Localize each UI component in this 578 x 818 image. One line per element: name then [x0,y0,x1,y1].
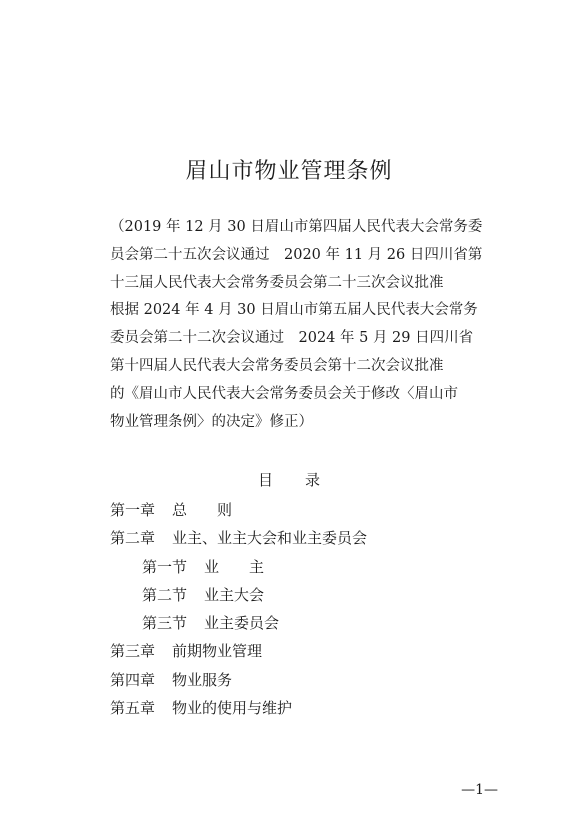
toc-section-3 [110,609,490,637]
toc-heading [0,470,578,490]
toc-number: 第三节 [142,614,188,633]
toc-section-1 [110,553,490,581]
adoption-note [110,214,490,436]
note-line: （2019 年 12 月 30 日眉山市第四届人民代表大会常务委 [110,219,483,235]
toc-chapter-4 [110,666,490,694]
toc-label: 物业的使用与维护 [172,699,293,718]
note-line: 十三届人民代表大会常务委员会第二十三次会议批准 [110,274,444,291]
toc-label: 物业服务 [172,670,233,689]
page-title: 眉山市物业管理条例 [185,159,393,184]
toc-label: 业主、业主大会和业主委员会 [172,529,368,548]
toc-heading-left: 目 [257,471,273,489]
table-of-contents [110,496,490,722]
toc-number: 第三章 [110,642,156,661]
note-line: 根据 2024 年 4 月 30 日眉山市第五届人民代表大会常务 [110,302,478,319]
toc-chapter-1 [110,496,490,524]
toc-chapter-2 [110,524,490,552]
toc-label: 前期物业管理 [172,642,263,661]
toc-number: 第五章 [110,699,156,718]
toc-number: 第一节 [142,557,188,576]
note-line: 的《眉山市人民代表大会常务委员会关于修改〈眉山市 [110,385,458,402]
note-line: 物业管理条例〉的决定》修正） [110,413,313,430]
toc-heading-right: 录 [305,471,321,489]
toc-label: 业主大会 [204,585,265,604]
toc-chapter-5 [110,694,490,722]
toc-number: 第一章 [110,501,156,519]
toc-label: 业主委员会 [204,614,280,633]
toc-label: 业 主 [204,557,265,576]
toc-number: 第二节 [142,585,188,604]
toc-chapter-3 [110,637,490,665]
toc-number: 第四章 [110,670,156,689]
toc-section-2 [110,581,490,609]
toc-label: 总 则 [172,501,233,519]
page-number: —1— [461,782,498,798]
note-line: 员会第二十五次会议通过 2020 年 11 月 26 日四川省第 [110,246,483,263]
note-line: 委员会第二十二次会议通过 2024 年 5 月 29 日四川省 [110,330,474,347]
note-line: 第十四届人民代表大会常务委员会第十二次会议批准 [110,357,444,374]
toc-number: 第二章 [110,529,156,548]
